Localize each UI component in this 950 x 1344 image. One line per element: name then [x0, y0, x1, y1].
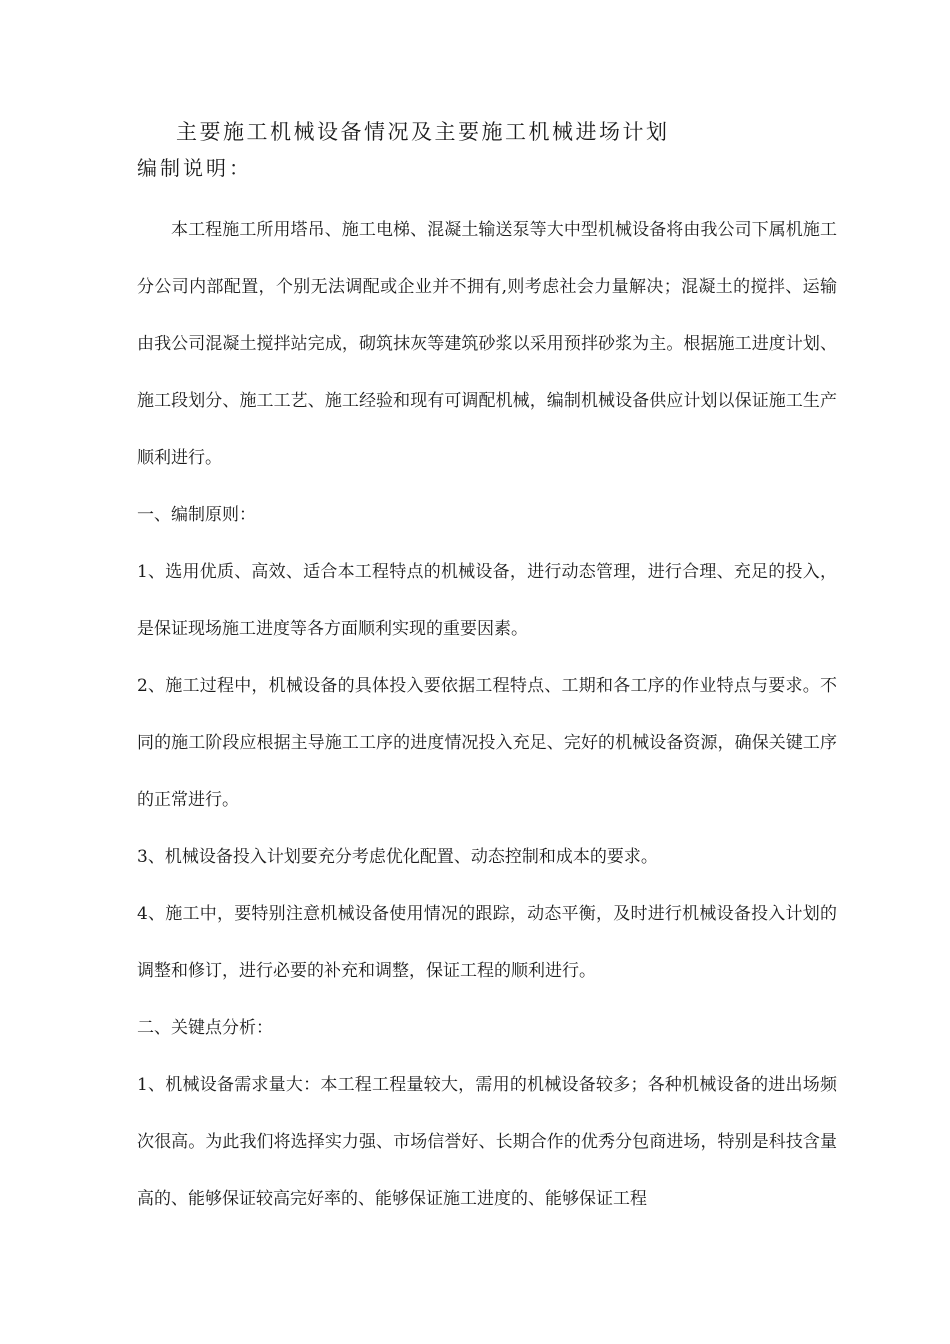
section-heading-notes: 编制说明： — [137, 156, 252, 180]
intro-paragraph: 本工程施工所用塔吊、施工电梯、混凝土输送泵等大中型机械设备将由我公司下属机施工分公司内部配置，个别无法调配或企业并不拥有,则考虑社会力量解决；混凝土的搅拌、运输由我公司混凝土搅拌站完成，砌筑抹灰等建筑砂浆以采用预拌砂浆为主。根据施工进度计划、施工段划分、施工工艺、施工经验和现有可调配机械，编制机械设备供应计划以保证施工生产顺利进行。 — [137, 220, 837, 468]
principle-item-4: 4、施工中，要特别注意机械设备使用情况的跟踪，动态平衡，及时进行机械设备投入计划的调整和修订，进行必要的补充和调整，保证工程的顺利进行。 — [137, 904, 837, 981]
section-heading-key-points: 二、关键点分析： — [137, 1018, 273, 1038]
principle-item-3: 3、机械设备投入计划要充分考虑优化配置、动态控制和成本的要求。 — [137, 847, 658, 867]
document-title: 主要施工机械设备情况及主要施工机械进场计划 — [176, 120, 670, 144]
document-body — [137, 202, 837, 1228]
principle-item-2: 2、施工过程中，机械设备的具体投入要依据工程特点、工期和各工序的作业特点与要求。不同的施工阶段应根据主导施工工序的进度情况投入充足、完好的机械设备资源，确保关键工序的正常进行。 — [137, 676, 837, 810]
section-heading-principles: 一、编制原则： — [137, 505, 256, 525]
key-point-item-1: 1、机械设备需求量大：本工程工程量较大，需用的机械设备较多；各种机械设备的进出场频次很高。为此我们将选择实力强、市场信誉好、长期合作的优秀分包商进场，特别是科技含量高的、能够保证较高完好率的、能够保证施工进度的、能够保证工程 — [137, 1075, 837, 1209]
principle-item-1: 1、选用优质、高效、适合本工程特点的机械设备，进行动态管理，进行合理、充足的投入，是保证现场施工进度等各方面顺利实现的重要因素。 — [137, 562, 837, 639]
